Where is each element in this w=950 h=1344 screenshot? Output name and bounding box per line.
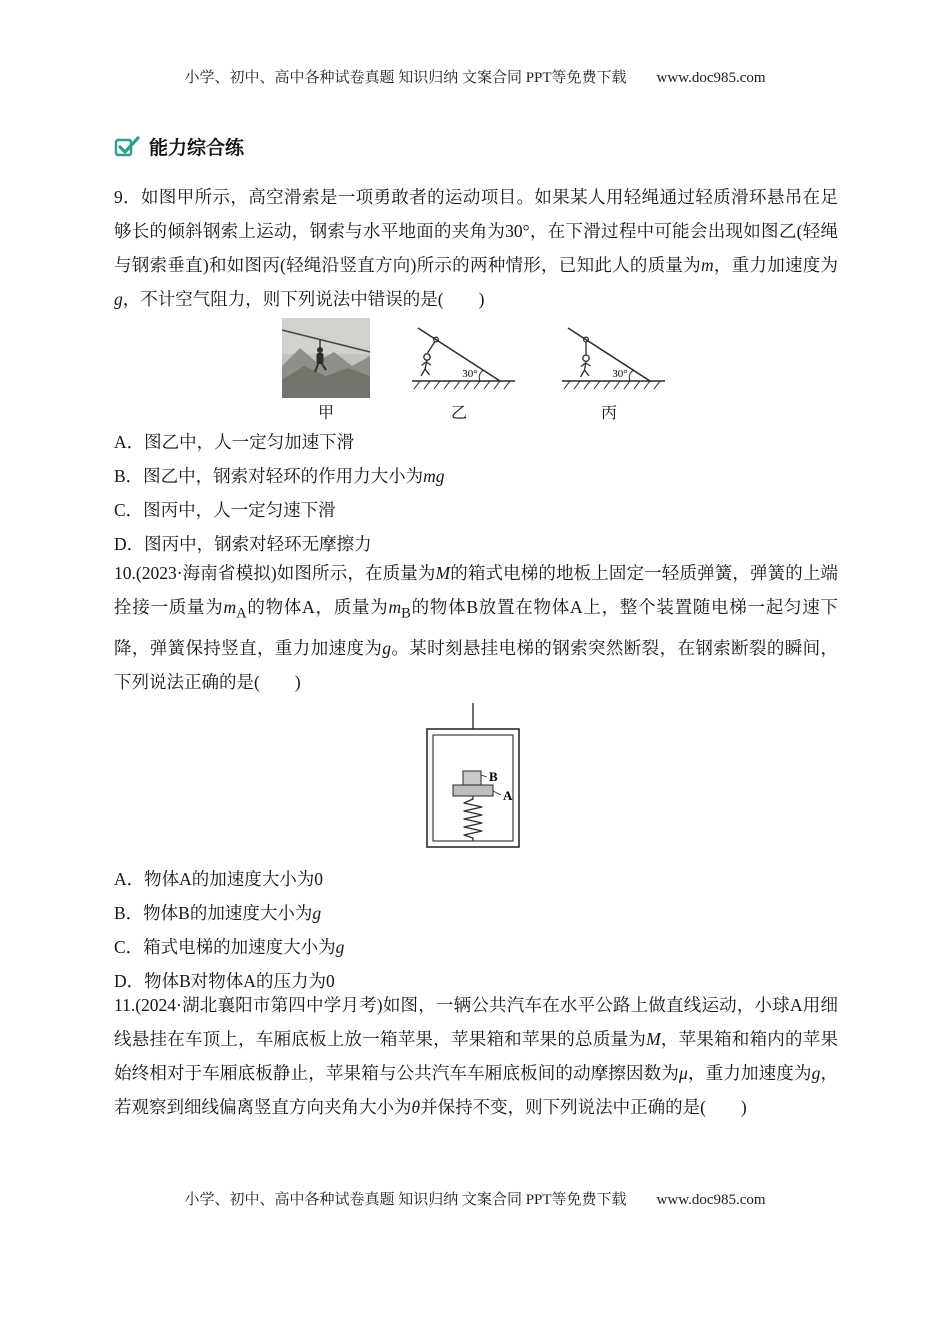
footer-url: www.doc985.com bbox=[656, 1192, 766, 1208]
figure-jia bbox=[282, 318, 370, 425]
figure-bing bbox=[548, 318, 670, 425]
figure-bing-label: 丙 bbox=[600, 405, 617, 422]
page-footer bbox=[0, 1188, 950, 1209]
checkbox-check-icon bbox=[114, 135, 141, 159]
block-b-label: B bbox=[489, 768, 498, 784]
footer-text: 小学、初中、高中各种试卷真题 知识归纳 文案合同 PPT等免费下载 bbox=[184, 1192, 627, 1208]
header-text: 小学、初中、高中各种试卷真题 知识归纳 文案合同 PPT等免费下载 bbox=[184, 70, 627, 86]
option-a: A．图乙中，人一定匀加速下滑 bbox=[114, 432, 355, 452]
figure-yi-label: 乙 bbox=[450, 405, 467, 422]
header-url: www.doc985.com bbox=[656, 70, 766, 86]
angle-label: 30° bbox=[612, 368, 628, 380]
question-10-options bbox=[114, 862, 838, 998]
incline-diagram-vertical-rope bbox=[548, 318, 670, 403]
section-title: 能力综合练 bbox=[149, 138, 245, 159]
option-c: C．图丙中，人一定匀速下滑 bbox=[114, 500, 336, 520]
question-9 bbox=[114, 180, 838, 561]
option-b: B．物体B的加速度大小为g bbox=[114, 902, 322, 923]
elevator-spring-diagram bbox=[411, 703, 541, 858]
angle-label: 30° bbox=[462, 368, 478, 380]
figure-yi bbox=[398, 318, 520, 425]
question-11-text: 11.(2024·湖北襄阳市第四中学月考)如图，一辆公共汽车在水平公路上做直线运动，小球A用细线悬挂在车顶上，车厢底板上放一箱苹果，苹果箱和苹果的总质量为M，苹果箱和箱内的苹果始终相对于车厢底板静止，苹果箱与公共汽车车厢底板间的动摩擦因数为μ，重力加速度为g，若观察到细线偏离竖直方向夹角大小为θ并保持不变，则下列说法中正确的是( ) bbox=[114, 995, 839, 1117]
question-9-text: 9．如图甲所示，高空滑索是一项勇敢者的运动项目。如果某人用轻绳通过轻质滑环悬吊在足够长的倾斜钢索上运动，钢索与水平地面的夹角为30°，在下滑过程中可能会出现如图乙(轻绳与钢索垂直)和如图丙(轻绳沿竖直方向)所示的两种情形，已知此人的质量为m，重力加速度为g，不计空气阻力，则下列说法中错误的是( ) bbox=[114, 187, 839, 309]
question-9-options bbox=[114, 425, 838, 561]
page-header bbox=[0, 66, 950, 87]
zipline-photo bbox=[282, 318, 370, 403]
question-10-figure bbox=[114, 703, 838, 858]
option-d: D．图丙中，钢索对轻环无摩擦力 bbox=[114, 534, 372, 554]
question-9-figures bbox=[114, 318, 838, 425]
figure-jia-label: 甲 bbox=[317, 405, 334, 422]
option-d: D．物体B对物体A的压力为0 bbox=[114, 970, 335, 991]
question-10 bbox=[114, 556, 838, 998]
question-11 bbox=[114, 988, 838, 1124]
option-a: A．物体A的加速度大小为0 bbox=[114, 868, 324, 889]
section-badge bbox=[114, 133, 244, 160]
option-b: B．图乙中，钢索对轻环的作用力大小为mg bbox=[114, 466, 445, 486]
block-a-label: A bbox=[503, 787, 513, 803]
option-c: C．箱式电梯的加速度大小为g bbox=[114, 936, 345, 957]
question-10-text: 10.(2023·海南省模拟)如图所示，在质量为M的箱式电梯的地板上固定一轻质弹簧，弹簧的上端拴接一质量为$m_A$的物体A，质量为$m_B$的物体B放置在物体A上，整个装置随电梯一起匀速下降，弹簧保持竖直，重力加速度为g。某时刻悬挂电梯的钢索突然断裂，在钢索断裂的瞬间，下列说法正确的是( ) bbox=[114, 563, 839, 692]
incline-diagram-perpendicular-rope bbox=[398, 318, 520, 403]
